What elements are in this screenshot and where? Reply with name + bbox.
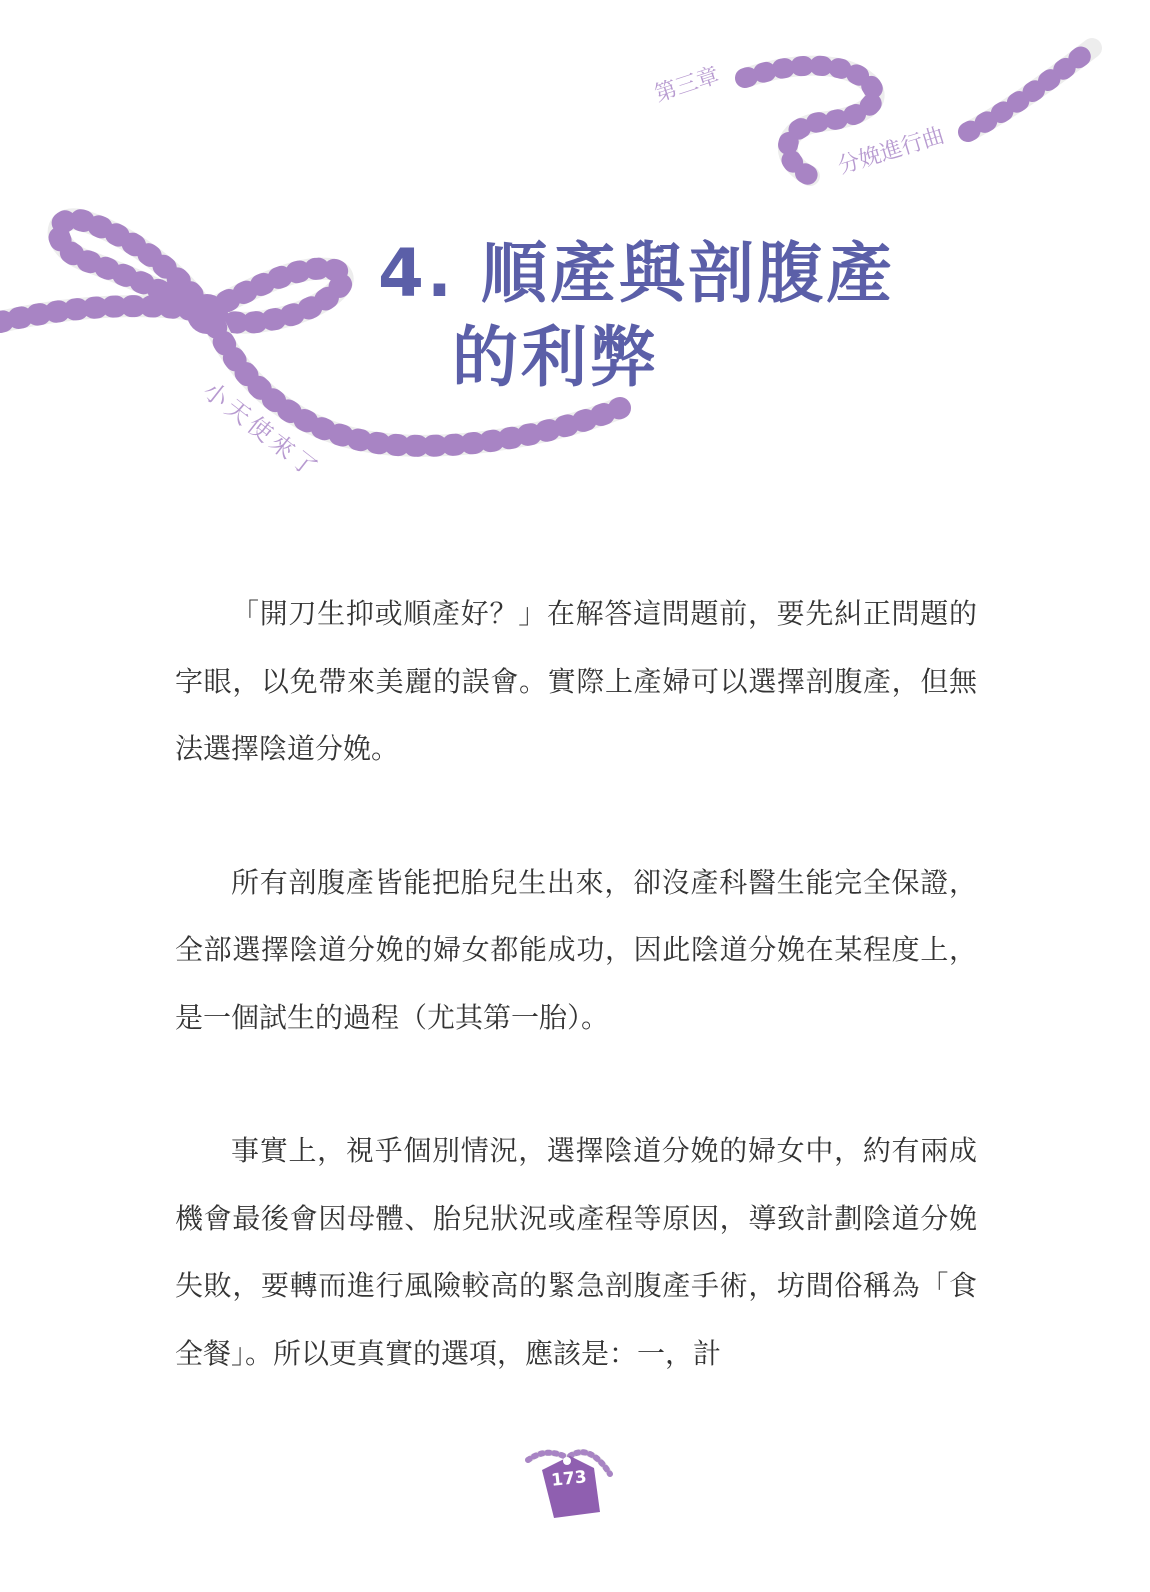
paragraph-2: 所有剖腹產皆能把胎兒生出來，卻沒產科醫生能完全保證，全部選擇陰道分娩的婦女都能成功，因此陰道分娩在某程度上，是一個試生的過程（尤其第一胎）。 xyxy=(175,865,977,1034)
body-text xyxy=(175,580,977,1453)
chapter-subtitle: 分娩進行曲 xyxy=(834,123,948,180)
book-title: 小天使來了 xyxy=(197,376,326,485)
page-title-line-2: 的利弊 xyxy=(452,319,659,396)
paragraph-3: 事實上，視乎個別情況，選擇陰道分娩的婦女中，約有兩成機會最後會因母體、胎兒狀況或產程等原因，導致計劃陰道分娩失敗，要轉而進行風險較高的緊急剖腹產手術，坊間俗稱為「食全餐」。所以更真實的選項，應該是：一，計 xyxy=(175,1134,977,1370)
paragraph-1: 「開刀生抑或順產好？」在解答這問題前，要先糾正問題的字眼，以免帶來美麗的誤會。實際上產婦可以選擇剖腹產，但無法選擇陰道分娩。 xyxy=(175,597,977,765)
chapter-label: 第三章 xyxy=(651,63,723,108)
page-title xyxy=(378,232,895,400)
page-title-line-1: 4. 順產與剖腹產 xyxy=(378,235,895,312)
rope-knot xyxy=(187,294,227,334)
page-number: 173 xyxy=(550,1467,588,1491)
